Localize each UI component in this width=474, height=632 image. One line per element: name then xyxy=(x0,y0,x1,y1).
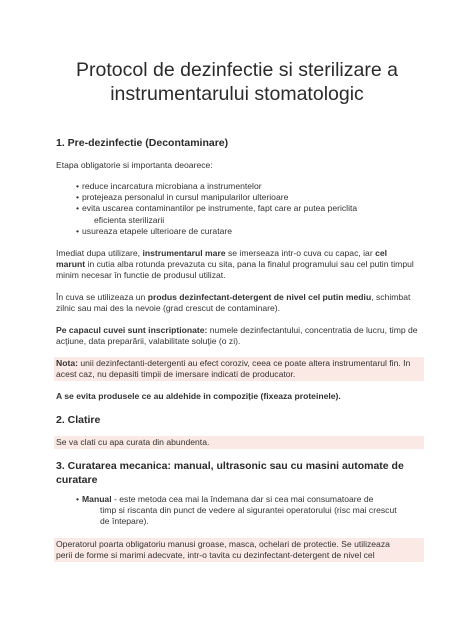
list-item: • protejeaza personalul in cursul manipularilor ulterioare xyxy=(76,192,416,203)
section-3-bullet-list xyxy=(76,494,422,528)
list-item: • Manual - este metoda cea mai la îndemana dar si cea mai consumatoare de timp si riscanta din punct de vedere al sigurantei operatorului (risc mai crescut de întepare). xyxy=(76,494,422,528)
section-1-heading: 1. Pre-dezinfectie (Decontaminare) xyxy=(56,137,229,149)
section-1-paragraph-3: Pe capacul cuvei sunt inscriptionate: numele dezinfectantului, concentratia de lucru, timp de acţiune, data preparării, valabilitate soluţie (o zi). xyxy=(56,325,418,347)
document-title: Protocol de dezinfectie si sterilizare a instrumentarului stomatologic xyxy=(76,59,398,105)
warning-text: A se evita produsele ce au aldehide in compoziție (fixeaza proteinele). xyxy=(56,391,341,401)
list-item: • usureaza etapele ulterioare de curatare xyxy=(76,226,416,237)
section-2-text: Se va clati cu apa curata din abundenta. xyxy=(54,436,424,449)
list-item: • evita uscarea contaminantilor pe instrumente, fapt care ar putea periclita eficienta sterilizarii xyxy=(76,203,416,225)
section-1-paragraph-2: În cuva se utilizeaza un produs dezinfectant-detergent de nivel cel putin mediu, schimbat zilnic sau mai des la nevoie (grad crescut de contaminare). xyxy=(56,292,411,314)
section-1-intro: Etapa obligatorie si importanta deoarece: xyxy=(56,160,213,170)
list-item: • reduce incarcatura microbiana a instrumentelor xyxy=(76,181,416,192)
section-1-paragraph-1: Imediat dupa utilizare, instrumentarul mare se imerseaza intr-o cuva cu capac, iar cel marunt in cutia alba rotunda prevazuta cu sita, pana la finalul programului sau cel putin timpul minim necesar în functie de produsul utilizat. xyxy=(56,248,414,281)
section-2-heading: 2. Clatire xyxy=(56,414,101,426)
section-1-bullet-list xyxy=(76,181,416,237)
section-3-heading: 3. Curatarea mecanica: manual, ultrasonic sau cu masini automate de curatare xyxy=(56,460,404,486)
note-box: Nota: unii dezinfectanti-detergenti au efect coroziv, ceea ce poate altera instrumentarul fin. In acest caz, nu depasiti timpii de imersare indicati de producator. xyxy=(54,357,424,381)
operator-paragraph: Operatorul poarta obligatoriu manusi groase, masca, ochelari de protectie. Se utilizeaza perii de forme si marimi adecvate, intr-o tavita cu dezinfectant-detergent de nivel cel xyxy=(54,538,424,562)
